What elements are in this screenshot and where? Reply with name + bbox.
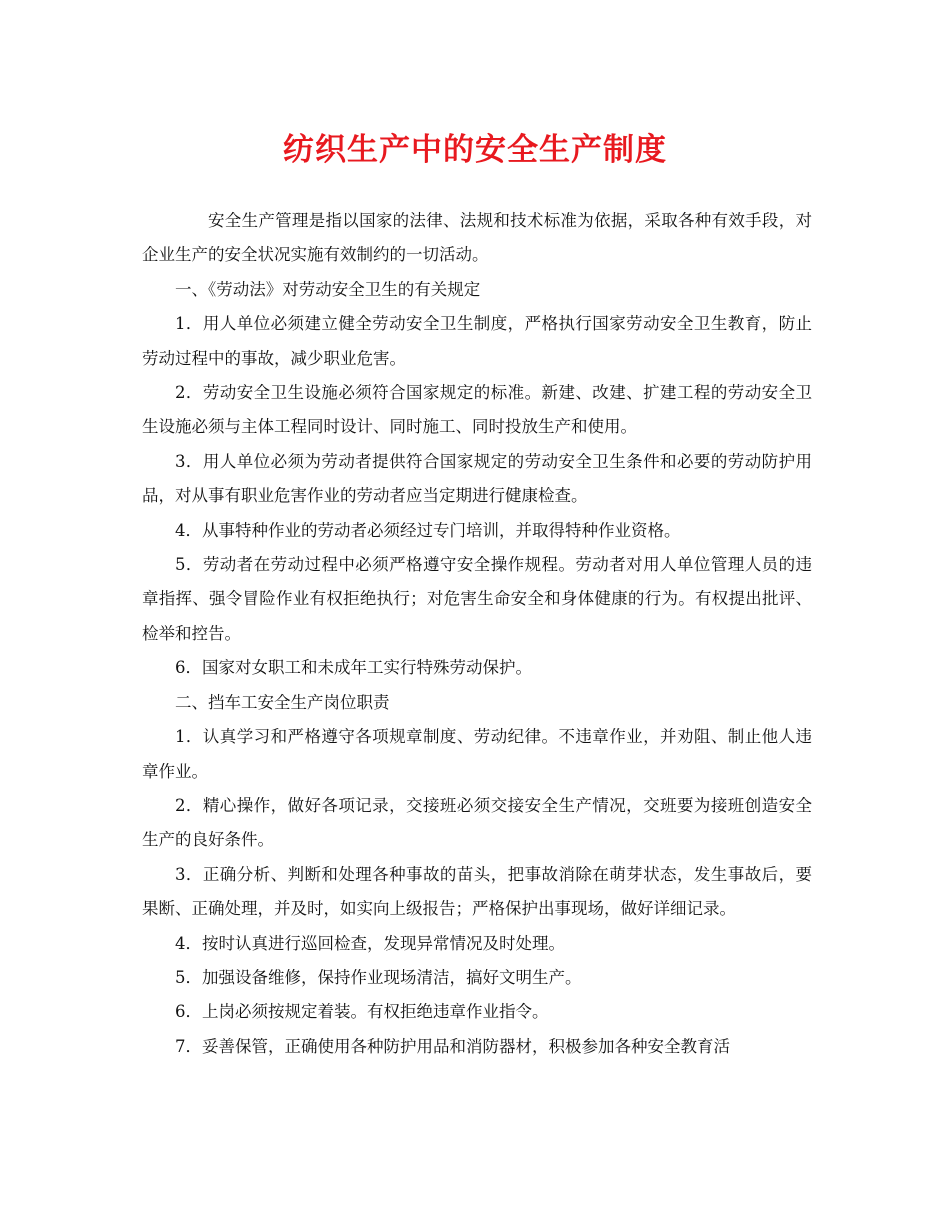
document-title: 纺织生产中的安全生产制度: [283, 132, 667, 168]
list-item: 3．正确分析、判断和处理各种事故的苗头，把事故消除在萌芽状态，发生事故后，要果断、正确处理，并及时，如实向上级报告；严格保护出事现场，做好详细记录。: [142, 864, 812, 919]
list-item: 6．上岗必须按规定着装。有权拒绝违章作业指令。: [175, 1002, 549, 1022]
list-item: 2．精心操作，做好各项记录，交接班必须交接安全生产情况，交班要为接班创造安全生产的良好条件。: [142, 795, 812, 850]
section-heading-2: 二、挡车工安全生产岗位职责: [175, 692, 390, 712]
list-item: 2．劳动安全卫生设施必须符合国家规定的标准。新建、改建、扩建工程的劳动安全卫生设施必须与主体工程同时设计、同时施工、同时投放生产和使用。: [142, 383, 812, 437]
intro-paragraph: 安全生产管理是指以国家的法律、法规和技术标准为依据，采取各种有效手段，对企业生产的安全状况实施有效制约的一切活动。: [142, 211, 812, 265]
list-item: 4．从事特种作业的劳动者必须经过专门培训，并取得特种作业资格。: [175, 520, 681, 540]
list-item: 5．加强设备维修，保持作业现场清洁，搞好文明生产。: [175, 967, 582, 987]
list-item: 6．国家对女职工和未成年工实行特殊劳动保护。: [175, 658, 532, 678]
list-item: 4．按时认真进行巡回检查，发现异常情况及时处理。: [175, 933, 565, 953]
list-item: 3．用人单位必须为劳动者提供符合国家规定的劳动安全卫生条件和必要的劳动防护用品，对从事有职业危害作业的劳动者应当定期进行健康检查。: [142, 451, 812, 506]
list-item: 7．妥善保管，正确使用各种防护用品和消防器材，积极参加各种安全教育活: [175, 1036, 730, 1056]
list-item: 1．用人单位必须建立健全劳动安全卫生制度，严格执行国家劳动安全卫生教育，防止劳动过程中的事故，减少职业危害。: [142, 314, 812, 368]
section-heading-1: 一、《劳动法》对劳动安全卫生的有关规定: [175, 279, 481, 299]
list-item: 5．劳动者在劳动过程中必须严格遵守安全操作规程。劳动者对用人单位管理人员的违章指挥、强令冒险作业有权拒绝执行；对危害生命安全和身体健康的行为。有权提出批评、检举和控告。: [142, 555, 812, 643]
document-body: [142, 204, 812, 1064]
list-item: 1．认真学习和严格遵守各项规章制度、劳动纪律。不违章作业，并劝阻、制止他人违章作业。: [142, 727, 812, 781]
